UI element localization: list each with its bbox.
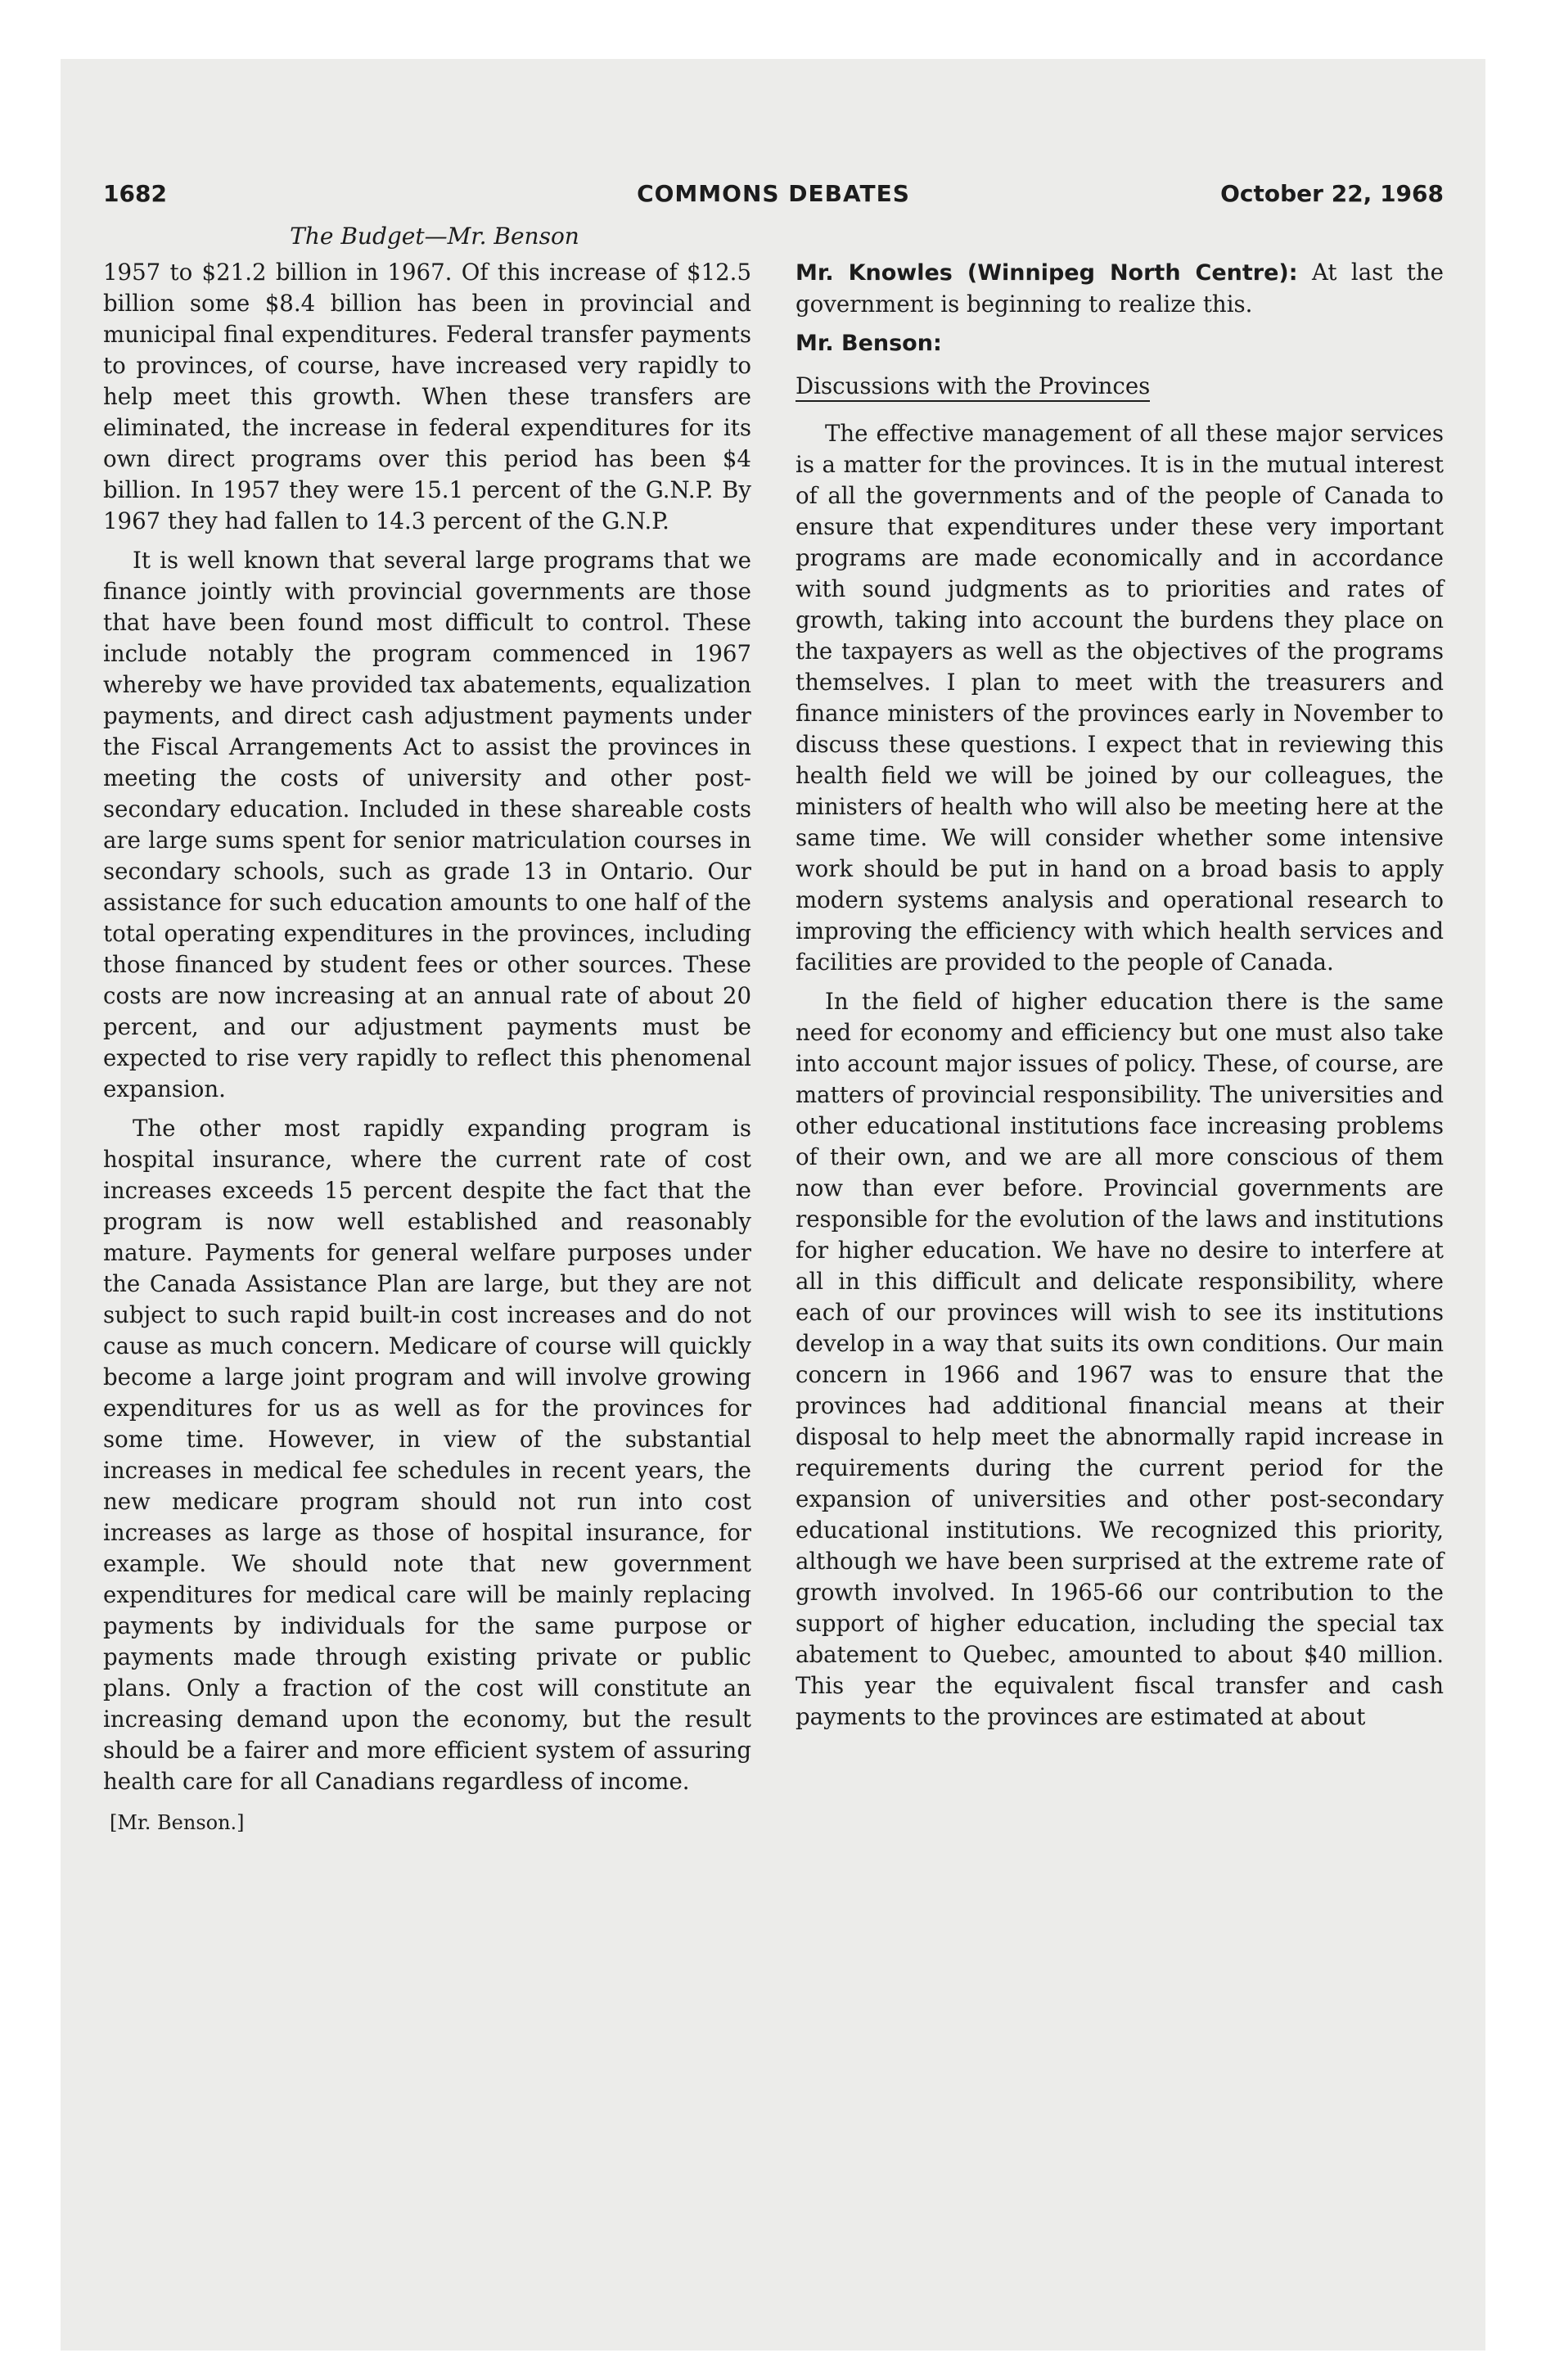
paragraph: In the field of higher education there is the same need for economy and efficiency but one must also take into account major issues of policy. These, of course, are matters of provincial responsibility. The universities and other educational institutions face increasing problems of their own, and we are all more conscious of them now than ever before. Provincial governments are responsible for the evolution of the laws and institutions for higher education. We have no desire to interfere at all in this difficult and delicate responsibility, where each of our provinces will wish to see its institutions develop in a way that suits its own conditions. Our main concern in 1966 and 1967 was to ensure that the provinces had additional financial means at their disposal to help meet the abnormally rapid increase in requirements during the current period for the expansion of universities and other post-secondary educational institutions. We recognized this priority, although we have been surprised at the extreme rate of growth involved. In 1965-66 our contribution to the support of higher education, including the special tax abatement to Quebec, amounted to about $40 million. This year the equivalent fiscal transfer and cash payments to the provinces are estimated at about	[796, 988, 1444, 1730]
running-head: The Budget—Mr. Benson	[290, 223, 579, 250]
page-date: October 22, 1968	[1220, 180, 1444, 207]
section-heading: Discussions with the Provinces	[796, 372, 1150, 402]
newspaper-page	[61, 59, 1485, 2351]
speaker-attribution: [Mr. Benson.]	[110, 1811, 245, 1834]
speaker-name: Mr. Benson:	[796, 331, 942, 356]
paragraph: The other most rapidly expanding program is hospital insurance, where the current rate of cost increases exceeds 15 percent despite the fact that the program is now well established and reasonably mature. Payments for general welfare purposes under the Canada Assistance Plan are large, but they are not subject to such rapid built-in cost increases and do not cause as much concern. Medicare of course will quickly become a large joint program and will involve growing expenditures for us as well as for the provinces for some time. However, in view of the substantial increases in medical fee schedules in recent years, the new medicare program should not run into cost increases as large as those of hospital insurance, for example. We should note that new government expenditures for medical care will be mainly replacing payments by individuals for the same purpose or payments made through existing private or public plans. Only a fraction of the cost will constitute an increasing demand upon the economy, but the result should be a fairer and more efficient system of assuring health care for all Canadians regardless of income.	[103, 1115, 751, 1795]
paragraph: The effective management of all these major services is a matter for the provinces. It is in the mutual interest of all the governments and of the people of Canada to ensure that expenditures under these very important programs are made economically and in accordance with sound judgments as to priorities and rates of growth, taking into account the burdens they place on the taxpayers as well as the objectives of the programs themselves. I plan to meet with the treasurers and finance ministers of the provinces early in November to discuss these questions. I expect that in reviewing this health field we will be joined by our colleagues, the ministers of health who will also be meeting here at the same time. We will consider whether some intensive work should be put in hand on a broad basis to apply modern systems analysis and operational research to improving the efficiency with which health services and facilities are provided to the people of Canada.	[796, 420, 1444, 976]
speaker-name: Mr. Knowles (Winnipeg North Centre):	[796, 260, 1298, 286]
right-column	[796, 257, 1444, 1741]
left-column	[103, 257, 751, 1838]
page-number: 1682	[103, 180, 167, 207]
publication-title: COMMONS DEBATES	[637, 180, 910, 207]
interjection-text: At last the government is beginning to realize this.	[796, 259, 1444, 318]
paragraph: 1957 to $21.2 billion in 1967. Of this increase of $12.5 billion some $8.4 billion has been in provincial and municipal final expenditures. Federal transfer payments to provinces, of course, have increased very rapidly to help meet this growth. When these transfers are eliminated, the increase in federal expenditures for its own direct programs over this period has been $4 billion. In 1957 they were 15.1 percent of the G.N.P. By 1967 they had fallen to 14.3 percent of the G.N.P.	[103, 259, 751, 534]
interjection	[796, 257, 1444, 320]
paragraph: It is well known that several large programs that we finance jointly with provincial governments are those that have been found most difficult to control. These include notably the program commenced in 1967 whereby we have provided tax abatements, equalization payments, and direct cash adjustment payments under the Fiscal Arrangements Act to assist the provinces in meeting the costs of university and other post-secondary education. Included in these shareable costs are large sums spent for senior matriculation courses in secondary schools, such as grade 13 in Ontario. Our assistance for such education amounts to one half of the total operating expenditures in the provinces, including those financed by student fees or other sources. These costs are now increasing at an annual rate of about 20 percent, and our adjustment payments must be expected to rise very rapidly to reflect this phenomenal expansion.	[103, 547, 751, 1102]
page-header	[103, 180, 1444, 213]
